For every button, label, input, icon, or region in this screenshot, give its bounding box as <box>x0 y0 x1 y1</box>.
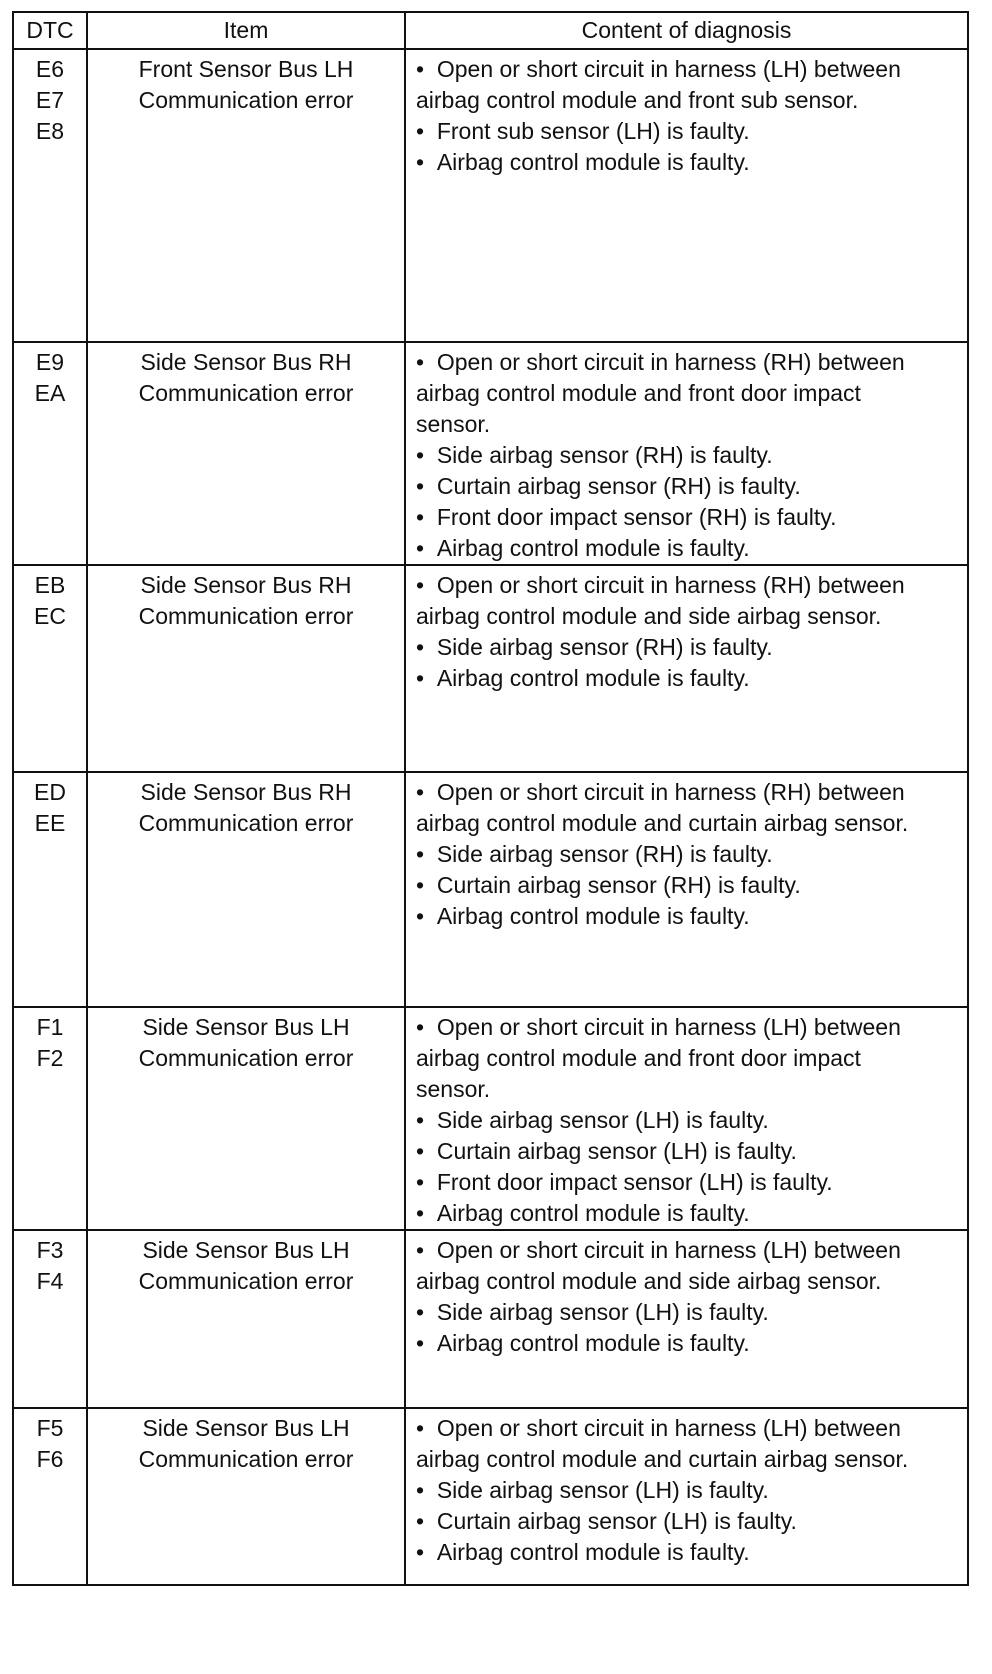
dtc-code: E8 <box>35 118 65 144</box>
dtc-code: E6 <box>35 56 65 82</box>
header-item: Item <box>87 12 405 49</box>
diagnosis-cell <box>405 1007 968 1230</box>
item-cell <box>87 1007 405 1230</box>
diagnosis-bullet-line: • Open or short circuit in harness (RH) between <box>416 347 961 378</box>
item-cell <box>87 772 405 1007</box>
diagnosis-bullet-line: • Front door impact sensor (RH) is faulty. <box>416 502 961 533</box>
diagnosis-continuation-line: airbag control module and front door impact <box>416 1045 861 1071</box>
diagnosis-bullet-line: • Front door impact sensor (LH) is faulty. <box>416 1167 961 1198</box>
item-cell <box>87 342 405 565</box>
diagnosis-bullet-line: • Airbag control module is faulty. <box>416 663 961 694</box>
diagnosis-bullet-line: • Airbag control module is faulty. <box>416 533 961 564</box>
dtc-code: F2 <box>36 1045 64 1071</box>
item-text: Communication error <box>138 87 354 113</box>
dtc-cell <box>13 49 87 342</box>
diagnosis-bullet-line: • Side airbag sensor (RH) is faulty. <box>416 839 961 870</box>
diagnosis-bullet-line: • Open or short circuit in harness (LH) between <box>416 1413 961 1444</box>
dtc-code: E7 <box>35 87 65 113</box>
item-text: Side Sensor Bus RH <box>140 349 352 375</box>
diagnosis-cell <box>405 772 968 1007</box>
table-row <box>13 49 968 342</box>
diagnosis-bullet-line: • Side airbag sensor (LH) is faulty. <box>416 1297 961 1328</box>
diagnosis-cell <box>405 565 968 772</box>
table-row <box>13 1408 968 1585</box>
diagnosis-bullet-line: • Open or short circuit in harness (RH) between <box>416 570 961 601</box>
table-row <box>13 565 968 772</box>
diagnosis-bullet-line: • Front sub sensor (LH) is faulty. <box>416 116 961 147</box>
item-text: Communication error <box>138 380 354 406</box>
diagnosis-bullet-line: • Side airbag sensor (RH) is faulty. <box>416 440 961 471</box>
table-row <box>13 342 968 565</box>
table-row <box>13 1007 968 1230</box>
diagnosis-bullet-line: • Airbag control module is faulty. <box>416 147 961 178</box>
dtc-code: F6 <box>36 1446 64 1472</box>
item-cell <box>87 49 405 342</box>
table-row <box>13 1230 968 1408</box>
item-cell <box>87 1408 405 1585</box>
diagnosis-bullet-line: • Airbag control module is faulty. <box>416 1328 961 1359</box>
table-row <box>13 772 968 1007</box>
diagnosis-bullet-line: • Open or short circuit in harness (RH) between <box>416 777 961 808</box>
dtc-code: F3 <box>36 1237 64 1263</box>
item-text: Side Sensor Bus RH <box>140 572 352 598</box>
item-text: Communication error <box>138 810 354 836</box>
dtc-cell <box>13 342 87 565</box>
diagnosis-continuation-line: airbag control module and curtain airbag sensor. <box>416 1446 909 1472</box>
diagnosis-continuation-line: sensor. <box>416 411 491 437</box>
dtc-code: EC <box>34 603 66 629</box>
diagnosis-bullet-line: • Curtain airbag sensor (RH) is faulty. <box>416 471 961 502</box>
diagnosis-continuation-line: airbag control module and front door impact <box>416 380 861 406</box>
diagnosis-continuation-line: airbag control module and curtain airbag sensor. <box>416 810 909 836</box>
diagnosis-cell <box>405 1230 968 1408</box>
dtc-cell <box>13 772 87 1007</box>
table-body <box>13 49 968 1585</box>
item-text: Side Sensor Bus RH <box>140 779 352 805</box>
diagnosis-cell <box>405 342 968 565</box>
diagnosis-bullet-line: • Curtain airbag sensor (LH) is faulty. <box>416 1506 961 1537</box>
item-text: Side Sensor Bus LH <box>142 1415 350 1441</box>
diagnosis-bullet-line: • Curtain airbag sensor (RH) is faulty. <box>416 870 961 901</box>
diagnosis-bullet-line: • Open or short circuit in harness (LH) between <box>416 1012 961 1043</box>
item-text: Side Sensor Bus LH <box>142 1237 350 1263</box>
item-cell <box>87 1230 405 1408</box>
item-text: Communication error <box>138 1446 354 1472</box>
dtc-code: EB <box>34 572 66 598</box>
item-text: Side Sensor Bus LH <box>142 1014 350 1040</box>
dtc-code: F1 <box>36 1014 64 1040</box>
dtc-cell <box>13 1230 87 1408</box>
header-content: Content of diagnosis <box>405 12 968 49</box>
diagnosis-continuation-line: airbag control module and side airbag sensor. <box>416 603 882 629</box>
table-header <box>13 12 968 49</box>
diagnosis-continuation-line: sensor. <box>416 1076 491 1102</box>
diagnosis-bullet-line: • Open or short circuit in harness (LH) between <box>416 1235 961 1266</box>
diagnosis-continuation-line: airbag control module and side airbag sensor. <box>416 1268 882 1294</box>
diagnosis-bullet-line: • Open or short circuit in harness (LH) between <box>416 54 961 85</box>
dtc-code: E9 <box>35 349 65 375</box>
dtc-code: ED <box>34 779 66 805</box>
item-text: Front Sensor Bus LH <box>138 56 354 82</box>
item-text: Communication error <box>138 1268 354 1294</box>
diagnosis-bullet-line: • Airbag control module is faulty. <box>416 1198 961 1229</box>
dtc-cell <box>13 565 87 772</box>
dtc-code: EA <box>34 380 66 406</box>
header-dtc: DTC <box>13 12 87 49</box>
dtc-diagnosis-table <box>12 11 969 1586</box>
diagnosis-bullet-line: • Side airbag sensor (RH) is faulty. <box>416 632 961 663</box>
diagnosis-cell <box>405 49 968 342</box>
dtc-cell <box>13 1007 87 1230</box>
dtc-cell <box>13 1408 87 1585</box>
diagnosis-continuation-line: airbag control module and front sub sensor. <box>416 87 859 113</box>
dtc-code: EE <box>34 810 66 836</box>
diagnosis-cell <box>405 1408 968 1585</box>
item-cell <box>87 565 405 772</box>
diagnosis-bullet-line: • Side airbag sensor (LH) is faulty. <box>416 1475 961 1506</box>
dtc-code: F5 <box>36 1415 64 1441</box>
diagnosis-bullet-line: • Airbag control module is faulty. <box>416 1537 961 1568</box>
diagnosis-bullet-line: • Airbag control module is faulty. <box>416 901 961 932</box>
header-row <box>13 12 968 49</box>
item-text: Communication error <box>138 1045 354 1071</box>
item-text: Communication error <box>138 603 354 629</box>
dtc-code: F4 <box>36 1268 64 1294</box>
diagnosis-bullet-line: • Side airbag sensor (LH) is faulty. <box>416 1105 961 1136</box>
diagnosis-bullet-line: • Curtain airbag sensor (LH) is faulty. <box>416 1136 961 1167</box>
